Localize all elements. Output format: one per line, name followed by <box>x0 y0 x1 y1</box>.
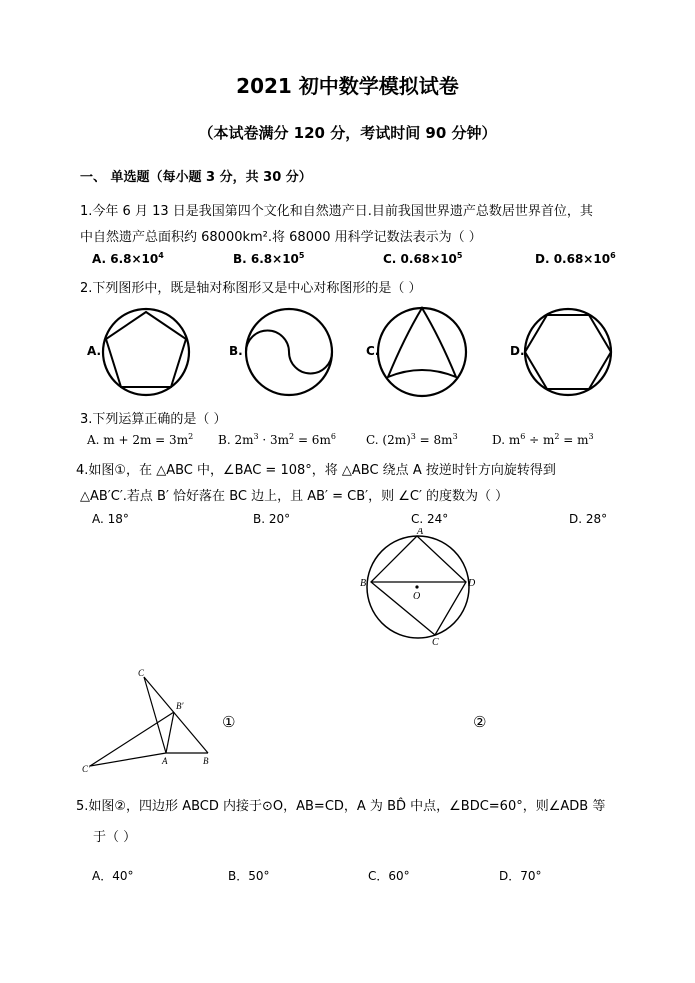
figure-2-label: ② <box>473 713 487 731</box>
section-heading: 一、 单选题（每小题 3 分，共 30 分） <box>80 170 312 185</box>
q1-option-b: B. $6.8\times 10^5$ <box>233 251 305 266</box>
q4-option-b: B. 20° <box>253 512 291 526</box>
circle-label-a: A <box>417 528 424 537</box>
q3-option-c: C. $(2m)^3 = 8m^3$ <box>366 432 458 447</box>
q2-option-c-label: C. <box>366 344 380 358</box>
q2-option-b-label: B. <box>229 344 243 358</box>
q2-figure-d <box>520 305 620 400</box>
tri-label-c: C <box>138 668 145 678</box>
tri-label-b: B <box>203 756 209 766</box>
q2-figure-a <box>97 307 197 397</box>
tri-label-b-prime: B′ <box>176 701 184 711</box>
q3-text: 3.下列运算正确的是（ ） <box>80 412 227 427</box>
tri-label-a: A <box>162 756 168 766</box>
q2-option-d-label: D. <box>510 344 525 358</box>
q1-option-a: A. $6.8\times 10^4$ <box>92 251 164 266</box>
q4-line2: △AB′C′.若点 B′ 恰好落在 BC 边上，且 AB′ = CB′，则 ∠C′ 的度数为（ ） <box>80 489 509 504</box>
q1-option-d: D. $0.68\times 10^6$ <box>535 251 616 266</box>
page-subtitle: （本试卷满分 120 分，考试时间 90 分钟） <box>198 124 497 142</box>
q3-option-b: B. $2m^3 \cdot 3m^2 = 6m^6$ <box>218 432 336 447</box>
circle-label-o: O <box>413 591 421 602</box>
q5-option-d: D．70° <box>499 869 542 883</box>
circle-label-c: C <box>432 637 439 648</box>
figure-1-label: ① <box>222 713 236 731</box>
q2-text: 2.下列图形中，既是轴对称图形又是中心对称图形的是（ ） <box>80 281 422 296</box>
q4-option-d: D. 28° <box>569 512 608 526</box>
q5-line1: 5.如图②，四边形 ABCD 内接于⊙O，AB=CD，A 为 BD̂ 中点，∠BDC=60°，则∠ADB 等 <box>76 799 606 814</box>
q3-option-a: A. $m + 2m = 3m^2$ <box>87 432 194 447</box>
circle-label-d: D <box>468 578 476 589</box>
q4-option-a: A. 18° <box>92 512 129 526</box>
q5-option-b: B．50° <box>228 869 270 883</box>
q5-line2: 于（ ） <box>93 830 137 845</box>
q2-option-a-label: A. <box>87 344 102 358</box>
figure-inscribed-quadrilateral <box>355 528 485 653</box>
circle-label-b: B <box>360 578 367 589</box>
q1-line2: 中自然遗产总面积约 68000km².将 68000 用科学记数法表示为（ ） <box>80 230 482 245</box>
q4-line1: 4.如图①，在 △ABC 中，∠BAC = 108°，将 △ABC 绕点 A 按逆时针方向旋转得到 <box>76 463 556 478</box>
q2-figure-b <box>242 305 337 400</box>
figure-rotated-triangle <box>80 663 220 778</box>
q5-option-c: C．60° <box>368 869 410 883</box>
q5-option-a: A．40° <box>92 869 134 883</box>
q1-line1: 1.今年 6 月 13 日是我国第四个文化和自然遗产日.目前我国世界遗产总数居世界首位，其 <box>80 204 593 219</box>
tri-label-c-prime: C′ <box>82 764 90 774</box>
q2-figure-c <box>374 303 474 401</box>
q3-option-d: D. $m^6 \div m^2 = m^3$ <box>492 432 594 447</box>
q1-option-c: C. $0.68\times 10^5$ <box>383 251 463 266</box>
page-title: 2021 初中数学模拟试卷 <box>236 74 459 98</box>
q4-option-c: C. 24° <box>411 512 449 526</box>
